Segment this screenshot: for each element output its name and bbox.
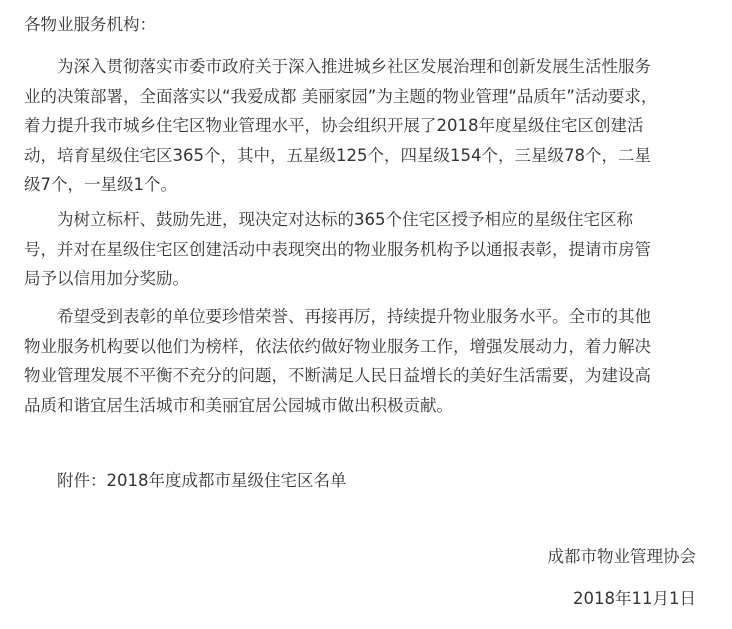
paragraph-line: 动，培育星级住宅区365个，其中，五星级125个，四星级154个，三星级78个，二星 xyxy=(24,145,651,165)
paragraph-line: 为树立标杆、鼓励先进，现决定对达标的365个住宅区授予相应的星级住宅区称 xyxy=(57,210,633,229)
paragraph-line: 物业管理发展不平衡不充分的问题，不断满足人民日益增长的美好生活需要，为建设高 xyxy=(24,366,651,385)
paragraph-line: 业的决策部署，全面落实以“我爱成都 美丽家园”为主题的物业管理“品质年”活动要求， xyxy=(24,86,658,106)
signature-date: 2018年11月1日 xyxy=(573,589,696,608)
paragraph-line: 着力提升我市城乡住宅区物业管理水平，协会组织开展了2018年度星级住宅区创建活 xyxy=(24,116,644,135)
paragraph-line: 局予以信用加分奖励。 xyxy=(24,269,189,288)
paragraph-line: 级7个，一星级1个。 xyxy=(24,175,177,194)
paragraph-line: 品质和谐宜居生活城市和美丽宜居公园城市做出积极贡献。 xyxy=(24,395,453,415)
paragraph-1 xyxy=(24,52,704,200)
paragraph-3 xyxy=(24,302,704,420)
attachment-note: 附件：2018年度成都市星级住宅区名单 xyxy=(57,471,347,490)
salutation: 各物业服务机构： xyxy=(24,15,156,34)
paragraph-line: 物业服务机构要以他们为榜样，依法依约做好物业服务工作，增强发展动力，着力解决 xyxy=(24,336,651,356)
paragraph-line: 希望受到表彰的单位要珍惜荣誉、再接再厉，持续提升物业服务水平。全市的其他 xyxy=(57,307,651,326)
paragraph-line: 号，并对在星级住宅区创建活动中表现突出的物业服务机构予以通报表彰，提请市房管 xyxy=(24,239,651,259)
signature-organization: 成都市物业管理协会 xyxy=(547,547,696,566)
paragraph-2 xyxy=(24,205,704,294)
paragraph-line: 为深入贯彻落实市委市政府关于深入推进城乡社区发展治理和创新发展生活性服务 xyxy=(57,57,651,76)
